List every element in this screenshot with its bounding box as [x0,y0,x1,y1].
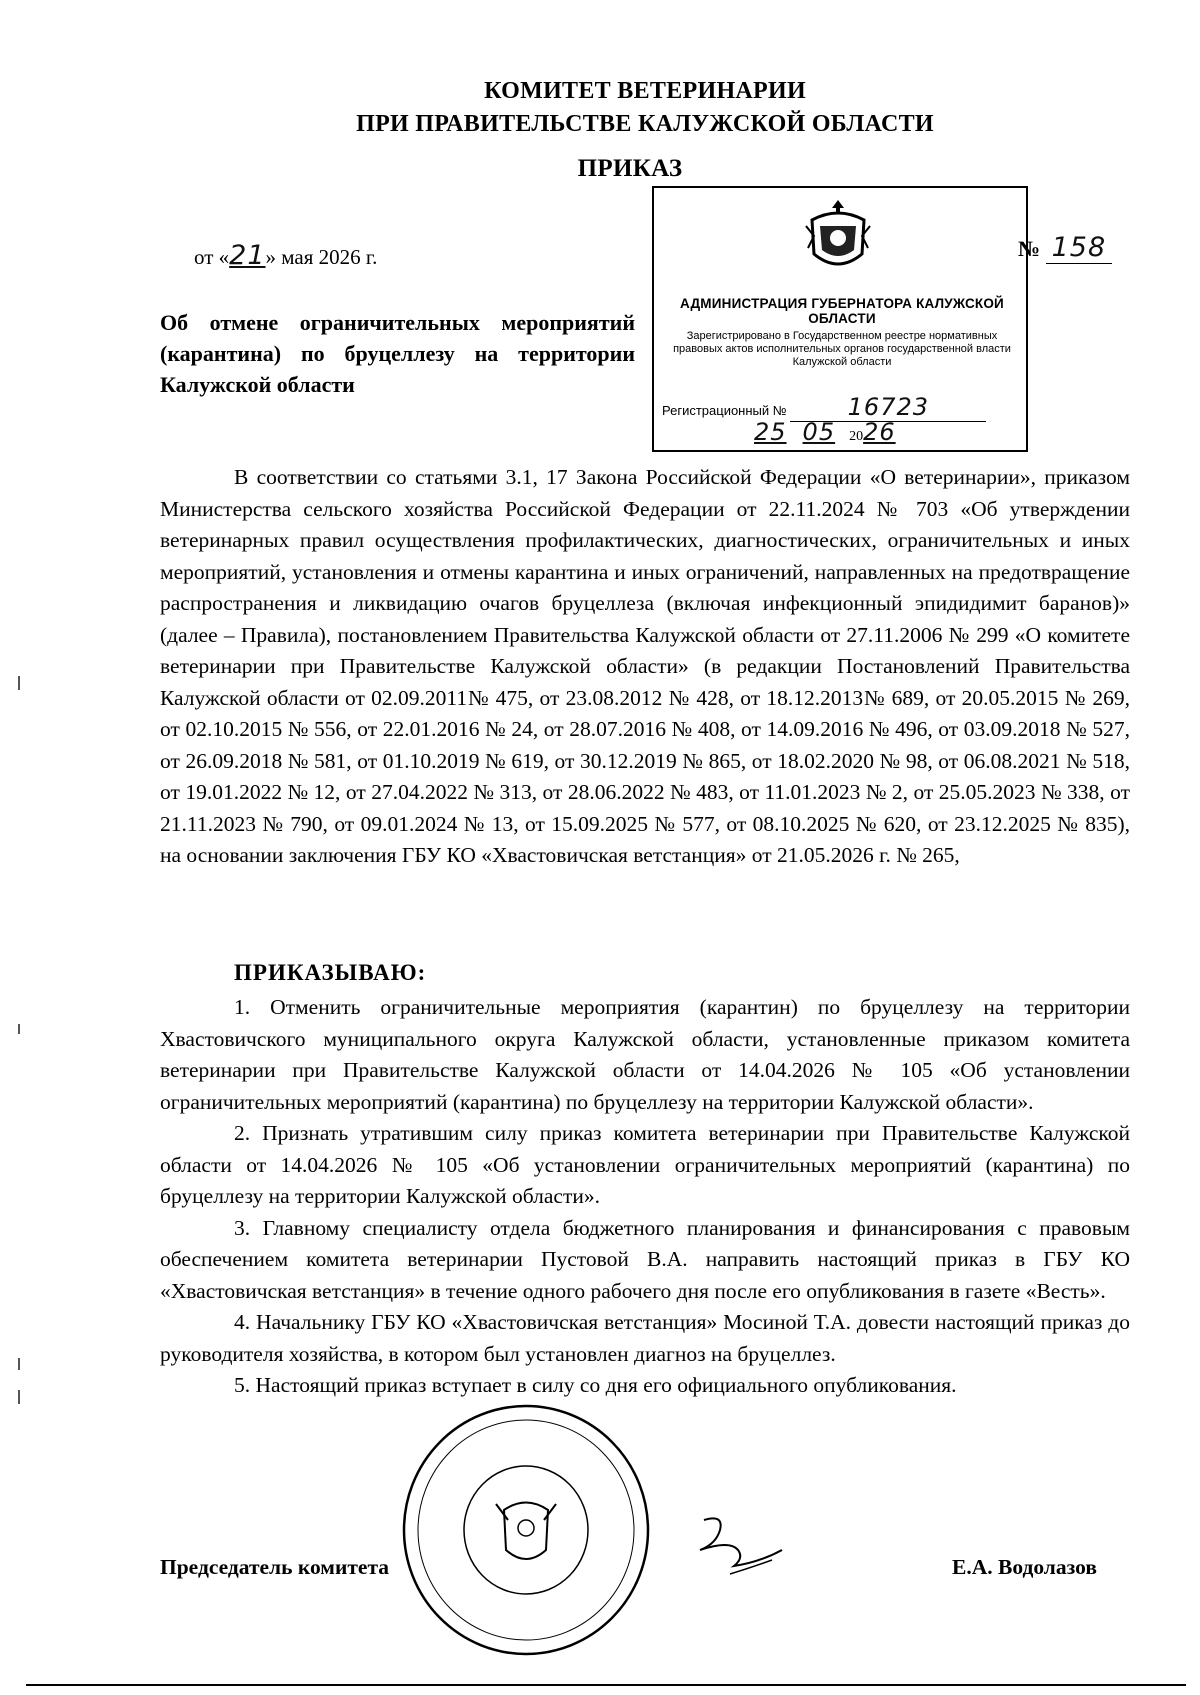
preamble-paragraph: В соответствии со статьями 3.1, 17 Закона Российской Федерации «О ветеринарии», приказом Министерства сельского хозяйства Российской Федерации от 22.11.2024 № 703 «Об утверждении ветеринарных правил осуществления профилактических, диагностических, ограничительных и иных мероприятий, установления и отмены карантина и иных ограничений, направленных на предотвращение распространения и ликвидацию очагов бруцеллеза (включая инфекционный эпидидимит баранов)» (далее – Правила), постановлением Правительства Калужской области от 27.11.2006 № 299 «О комитете ветеринарии при Правительстве Калужской области» (в редакции Постановлений Правительства Калужской области от 02.09.2011№ 475, от 23.08.2012 № 428, от 18.12.2013№ 689, от 20.05.2015 № 269, от 02.10.2015 № 556, от 22.01.2016 № 24, от 28.07.2016 № 408, от 14.09.2016 № 496, от 03.09.2018 № 527, от 26.09.2018 № 581, от 01.10.2019 № 619, от 30.12.2019 № 865, от 18.02.2020 № 98, от 06.08.2021 № 518, от 19.01.2022 № 12, от 27.04.2022 № 313, от 28.06.2022 № 483, от 11.01.2023 № 2, от 25.05.2023 № 338, от 21.11.2023 № 790, от 09.01.2024 № 13, от 15.09.2025 № 577, от 08.10.2025 № 620, от 23.12.2025 № 835), на основании заключения ГБУ КО «Хвастовичская ветстанция» от 21.05.2026 г. № 265, [160,465,1130,867]
order-number [1018,232,1112,263]
stamp-reg-month: 05 [802,418,836,446]
signatory-name: Е.А. Водолазов [952,1555,1097,1579]
org-name-line2: ПРИ ПРАВИТЕЛЬСТВЕ КАЛУЖСКОЙ ОБЛАСТИ [356,111,934,137]
order-word: ПРИКАЗЫВАЮ: [234,960,427,985]
document-title: Об отмене ограничительных мероприятий (карантина) по бруцеллезу на территории Калужской области [160,310,635,397]
scan-margin-mark [18,1358,20,1370]
document-type: ПРИКАЗ [577,155,683,182]
stamp-reg-label: Регистрационный № [662,403,787,418]
date-suffix: » мая 2026 г. [265,245,378,269]
order-item: 4. Начальнику ГБУ КО «Хвастовичская ветстанция» Мосиной Т.А. довести настоящий приказ до руководителя хозяйства, в котором был установлен диагноз на бруцеллез. [160,1310,1130,1366]
handwritten-signature-icon [690,1510,810,1580]
stamp-registration-date [754,418,1014,446]
date-day-handwritten: 21 [229,240,266,271]
number-label: № [1018,236,1041,261]
stamp-administration-title: АДМИНИСТРАЦИЯ ГУБЕРНАТОРА КАЛУЖСКОЙ ОБЛАСТИ [680,296,1004,326]
bottom-border-line [26,1684,1186,1686]
scan-margin-mark [18,1024,20,1034]
stamp-registration-note: Зарегистрировано в Государственном реестре нормативных правовых актов исполнительных органов государственной власти Калужской области [673,330,1011,368]
order-item: 3. Главному специалисту отдела бюджетного планирования и финансирования с правовым обеспечением комитета ветеринарии Пустовой В.А. направить настоящий приказ в ГБУ КО «Хвастовичская ветстанция» в течение одного рабочего дня после его опубликования в газете «Весть». [160,1215,1130,1303]
org-name-line1: КОМИТЕТ ВЕТЕРИНАРИИ [484,78,806,104]
date-prefix: от « [194,245,230,269]
order-item: 5. Настоящий приказ вступает в силу со дня его официального опубликования. [234,1373,957,1397]
signatory-position: Председатель комитета [160,1555,390,1579]
order-items [160,992,1130,1402]
stamp-reg-year-prefix: 20 [849,429,864,444]
coat-of-arms-icon [802,196,874,276]
stamp-reg-day: 25 [754,418,787,446]
scan-margin-mark [18,1390,20,1404]
order-item: 2. Признать утратившим силу приказ комитета ветеринарии при Правительстве Калужской области от 14.04.2026 № 105 «Об установлении ограничительных мероприятий (карантина) по бруцеллезу на территории Калужской области». [160,1121,1130,1208]
stamp-reg-number-handwritten: 16723 [847,393,930,421]
order-date [194,240,377,271]
stamp-reg-year-suffix: 26 [863,418,896,446]
official-round-seal-icon [396,1400,656,1660]
registration-stamp [652,186,1028,452]
order-item: 1. Отменить ограничительные мероприятия (карантин) по бруцеллезу на территории Хвастовичского муниципального округа Калужской области, установленные приказом комитета ветеринарии при Правительстве Калужской области от 14.04.2026 № 105 «Об установлении ограничительных мероприятий (карантина) по бруцеллезу на территории Калужской области». [160,995,1130,1114]
scan-margin-mark [18,676,20,690]
number-value-handwritten: 158 [1046,232,1113,264]
